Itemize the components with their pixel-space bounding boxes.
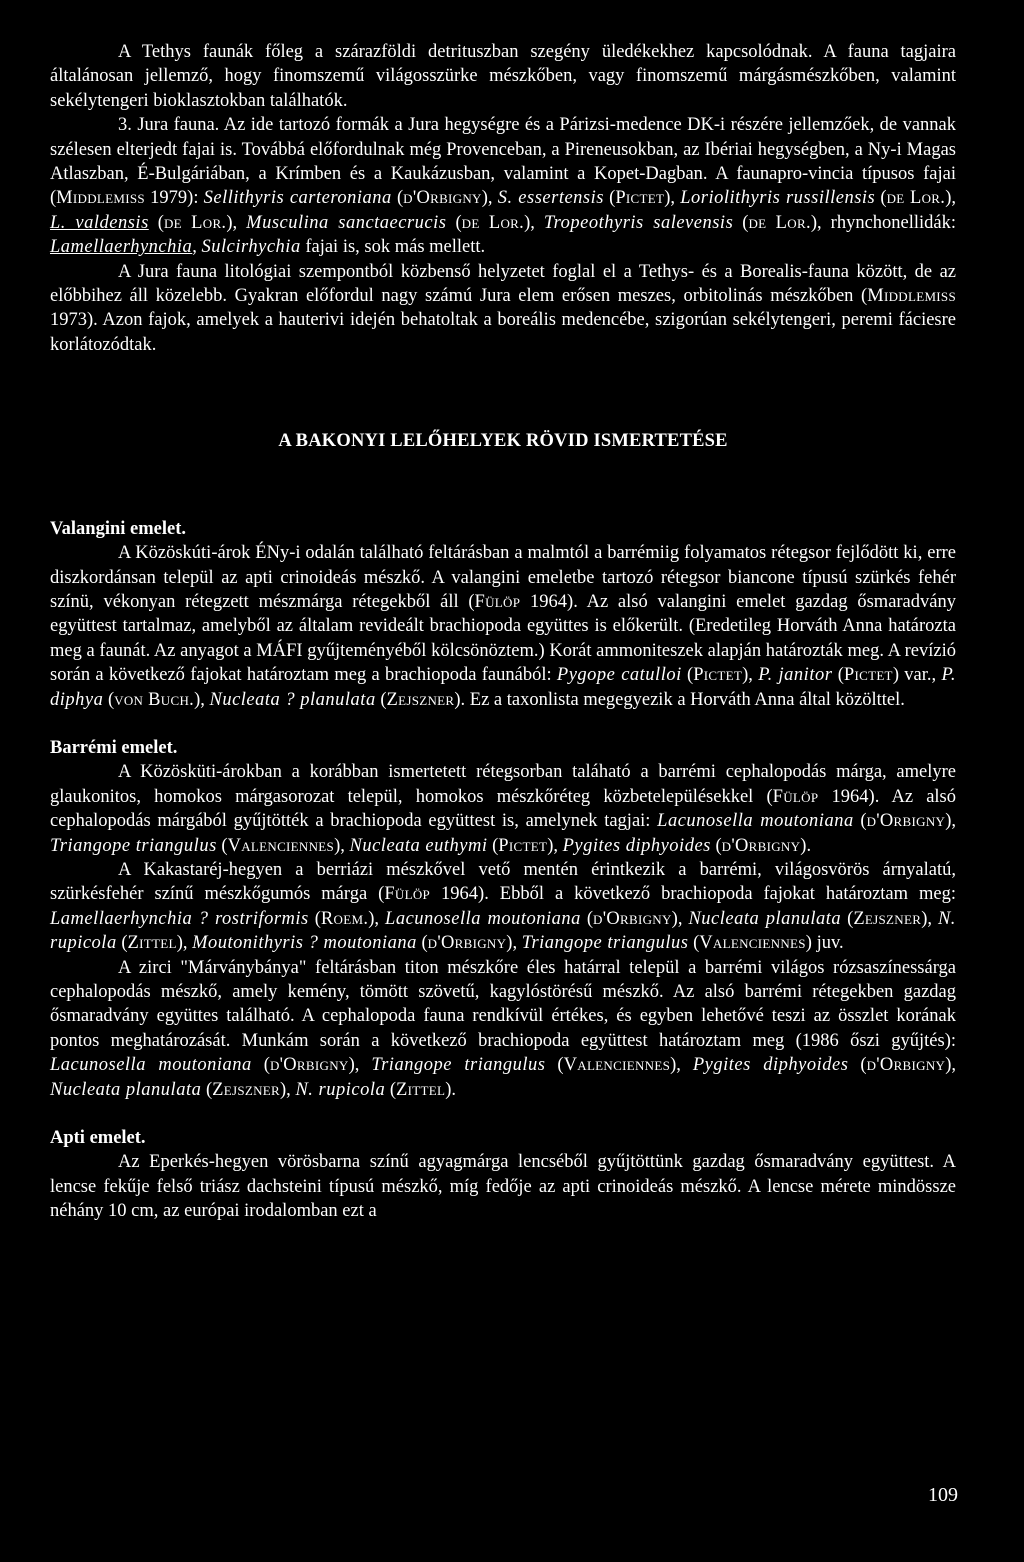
text-run: ( bbox=[385, 1079, 397, 1100]
author-roem: Roem. bbox=[320, 908, 369, 929]
text-run: , bbox=[192, 237, 202, 258]
paragraph-valangini bbox=[50, 541, 956, 712]
text-run: ), bbox=[671, 908, 689, 929]
text-run: ( bbox=[545, 1055, 564, 1076]
author-delor: de Lor. bbox=[886, 188, 946, 209]
author-orbigny: d'Orbigny bbox=[721, 835, 801, 856]
text-run: ( bbox=[416, 933, 428, 954]
species-name: Tropeothyris salevensis bbox=[543, 212, 734, 233]
text-run: A Jura fauna litológiai szempontból közbenső helyzetet foglal el a Tethys- és a Borealis-fauna között, de az előbbihez áll közelebb. Gyakran előfordul nagy számú Jura elem erősen meszes, orbitolinás mészkőben ( bbox=[50, 261, 956, 307]
author-fulop: Fülöp bbox=[384, 884, 431, 905]
text-run: Lamellaerhynchia bbox=[50, 237, 193, 258]
text-run: ( bbox=[603, 188, 616, 209]
section-title: A BAKONYI LELŐHELYEK RÖVID ISMERTETÉSE bbox=[278, 431, 728, 452]
text-run: ( bbox=[201, 1079, 213, 1100]
text-run: ), bbox=[506, 933, 522, 954]
author-middlemiss: Middlemiss bbox=[56, 188, 145, 209]
species-name: P. diphya bbox=[50, 665, 956, 710]
author-valenciennes: Valenciennes bbox=[563, 1055, 671, 1076]
text-run: A zirci "Márványbánya" feltárásban titon mészkőre éles határral települ a barrémi világos rózsaszínessárga cephalopodás mészkő, amely kemény, tömött szövetű, kagylóstörésű mészkő. Az alsó barrémi rétegekben gazdag ősmaradvány együttes található. A cephalopoda fauna rendkívül értékes, és egyben lehetővé teszi az összlet korának pontos meghatározását. Munkám során a következő brachiopoda együttest határoztam meg (1986 őszi gyűjtés): bbox=[50, 957, 956, 1051]
author-orbigny: d'Orbigny bbox=[269, 1055, 349, 1076]
author-delor: de Lor. bbox=[461, 212, 525, 233]
text-run: fajai is, sok más mellett. bbox=[300, 237, 486, 258]
author-zittel: Zittel bbox=[396, 1079, 446, 1100]
species-name: Triangope triangulus bbox=[50, 835, 217, 856]
text-run: ( bbox=[688, 933, 700, 954]
author-pictet: Pictet bbox=[693, 665, 743, 686]
text-run: A Közösküti-árokban a korábban ismertetett rétegsorban taláható a barrémi cephalopodás márga, amelyre glaukonitos, homokos márgasorozat települ, homokos mészkőréteg közbetelepülésekkel ( bbox=[50, 762, 956, 807]
text-run: ), bbox=[280, 1079, 296, 1100]
text-run: ), bbox=[348, 1055, 372, 1076]
author-delor: de Lor. bbox=[163, 212, 227, 233]
species-name: Nucleata ? planulata bbox=[209, 689, 376, 710]
text-run: ), rhynchonellidák: bbox=[810, 212, 957, 233]
text-run: ( bbox=[853, 811, 867, 832]
species-name: N. rupicola bbox=[295, 1079, 386, 1100]
text-run: ( bbox=[148, 212, 164, 233]
text-run: ( bbox=[103, 689, 115, 710]
text-run: ( bbox=[710, 835, 722, 856]
paragraph-apti bbox=[50, 1150, 956, 1223]
text-run: ( bbox=[487, 835, 499, 856]
text-run: ( bbox=[116, 933, 128, 954]
page-number: 109 bbox=[928, 1484, 958, 1506]
text-run: ( bbox=[308, 908, 321, 929]
text-run: ( bbox=[733, 212, 749, 233]
text-run: ( bbox=[841, 908, 854, 929]
text-run: A Tethys faunák főleg a szárazföldi detrituszban szegény üledékekhez kapcsolódnak. A fauna tagjaira általánosan jellemző, hogy finomszemű világosszürke mészkőben, vagy finomszemű márgásmészkőben, valamint sekélytengeri bioklasztokban találhatók. bbox=[50, 42, 956, 111]
species-name: N. rupicola bbox=[50, 908, 956, 954]
author-zejszner: Zejszner bbox=[212, 1079, 281, 1100]
text-run: 1979): bbox=[144, 188, 204, 209]
author-middlemiss: Middlemiss bbox=[867, 286, 956, 307]
paragraph-barremi-kozoskut bbox=[50, 760, 956, 858]
text-run: Az Eperkés-hegyen vörösbarna színű agyagmárga lencséből gyűjtöttünk gazdag ősmaradvány együttest. A lencse fekűje felső triász dachsteini típusú mészkő, míg fedője az apti crinoideás mészkő. A lencse mérete mindössze néhány 10 cm, az európai irodalomban ezt a bbox=[50, 1152, 956, 1222]
author-zittel: Zittel bbox=[127, 933, 177, 954]
text-run: A Közöskúti-árok ÉNy-i odalán található feltárásban a malmtól a barrémiig folyamatos rétegsor fejlődött ki, erre diszkordánsan települ az apti crinoideás mészkő. A valangini emeletbe tartozó rétegsor biancone típusú szürkés fehér színü, vékonyan rétegzett mészmárga rétegekből áll ( bbox=[50, 543, 956, 612]
species-name: S. essertensis bbox=[497, 188, 604, 209]
text-run: ) var., bbox=[892, 665, 942, 686]
genus-name: Sulcirhychia bbox=[201, 237, 301, 258]
text-run: ). bbox=[445, 1079, 457, 1100]
text-run: ), bbox=[945, 188, 957, 209]
author-pictet: Pictet bbox=[615, 188, 665, 209]
species-name: Nucleata planulata bbox=[688, 908, 842, 929]
text-run: ), bbox=[524, 212, 544, 233]
author-orbigny: d'Orbigny bbox=[866, 811, 946, 832]
species-name: Lacunosella moutoniana bbox=[385, 908, 581, 929]
author-pictet: Pictet bbox=[843, 665, 893, 686]
species-name: Lamellaerhynchia ? rostriformis bbox=[50, 908, 309, 929]
paragraph-jura-lithology bbox=[50, 260, 956, 358]
species-name: Pygope catulloi bbox=[556, 665, 682, 686]
text-run: ( bbox=[832, 665, 844, 686]
text-run: ), bbox=[547, 835, 563, 856]
text-run: ), bbox=[921, 908, 938, 929]
species-name bbox=[50, 213, 149, 233]
author-valenciennes: Valenciennes bbox=[699, 933, 806, 954]
species-name: P. janitor bbox=[758, 665, 833, 686]
author-orbigny: d'Orbigny bbox=[403, 188, 482, 209]
author-valenciennes: Valenciennes bbox=[227, 835, 335, 856]
author-zejszner: Zejszner bbox=[386, 689, 455, 710]
text-run: ), bbox=[481, 188, 498, 209]
author-zejszner: Zejszner bbox=[853, 908, 922, 929]
species-name: Moutonithyris ? moutoniana bbox=[192, 933, 417, 954]
text-run: ), bbox=[334, 835, 350, 856]
paragraph-barremi-zirc bbox=[50, 956, 956, 1102]
text-run: ( bbox=[391, 188, 404, 209]
species-name: Pygites diphyoides bbox=[562, 835, 711, 856]
text-run: L. valdensis bbox=[50, 212, 149, 233]
author-orbigny: d'Orbigny bbox=[866, 1055, 946, 1076]
species-name: Sellithyris carteroniana bbox=[203, 188, 392, 209]
text-run: ( bbox=[580, 908, 594, 929]
text-run: ). Ez a taxonlista megegyezik a Horváth Anna által közölttel. bbox=[454, 689, 905, 710]
text-run: ), bbox=[670, 1055, 693, 1076]
text-run: ), bbox=[945, 1055, 957, 1076]
text-run: A Kakastaréj-hegyen a berriázi mészkővel vető mentén érintkezik a barrémi, világosvörös árnyalatú, szürkésfehér színű mészkőgumós márga ( bbox=[50, 859, 956, 905]
species-name: Pygites diphyoides bbox=[692, 1055, 849, 1076]
text-run: ), bbox=[664, 188, 681, 209]
species-name: Loriolithyris russillensis bbox=[680, 188, 876, 209]
text-run: ( bbox=[446, 212, 462, 233]
text-run: ), bbox=[742, 665, 759, 686]
text-run: 1964). Az alsó valangini emelet gazdag ősmaradvány együttest tartalmaz, amelyből az általam revideált brachiopoda együttes is előkerült. (Eredetileg Horváth Anna határozta meg a faunát. Az anyagot a MÁFI gyűjteményéből kölcsönöztem.) Korát ammoniteszek alapján határozták meg. A revízió során a következő fajokat határoztam meg a brachiopoda faunából: bbox=[50, 591, 956, 686]
text-run: ) juv. bbox=[805, 933, 844, 954]
heading-barremi: Barrémi emelet. bbox=[50, 737, 178, 758]
author-delor: de Lor. bbox=[748, 212, 811, 233]
text-run: ( bbox=[251, 1055, 270, 1076]
author-pictet: Pictet bbox=[498, 835, 548, 856]
author-fulop: Fülöp bbox=[474, 591, 521, 612]
text-run: 1964). Az alsó cephalopodás márgából gyűjtötték a brachiopoda együttest is, amelynek tagjai: bbox=[50, 786, 956, 832]
author-orbigny: d'Orbigny bbox=[427, 933, 507, 954]
paragraph-barremi-kakastarej bbox=[50, 858, 956, 956]
species-name: Triangope triangulus bbox=[521, 933, 689, 954]
text-run: ), bbox=[945, 811, 956, 832]
text-run: ). bbox=[800, 835, 812, 856]
text-run: ( bbox=[681, 665, 694, 686]
author-orbigny: d'Orbigny bbox=[593, 908, 672, 929]
heading-apti: Apti emelet. bbox=[50, 1128, 146, 1149]
text-run: ( bbox=[848, 1055, 867, 1076]
text-run: ), bbox=[368, 908, 386, 929]
species-name: Lacunosella moutoniana bbox=[50, 1055, 252, 1076]
species-name: Nucleata euthymi bbox=[349, 835, 488, 856]
paragraph-tethys bbox=[50, 40, 956, 113]
species-name: Musculina sanctaecrucis bbox=[246, 212, 447, 233]
text-run: ( bbox=[216, 835, 228, 856]
genus-name bbox=[50, 237, 192, 257]
species-name: Nucleata planulata bbox=[50, 1079, 202, 1100]
author-vonbuch: von Buch. bbox=[114, 689, 195, 710]
text-run: ( bbox=[375, 689, 387, 710]
text-run: ), bbox=[226, 212, 247, 233]
text-run: 1973). Azon fajok, amelyek a hauterivi idején behatoltak a boreális medencébe, szigorúan sekélytengeri, peremi fáciesre korlátozódtak. bbox=[50, 310, 956, 355]
text-run: 1964). Ebből a következő brachiopoda fajokat határoztam meg: bbox=[430, 884, 956, 905]
paragraph-jura-fauna bbox=[50, 113, 956, 259]
text-run: ( bbox=[875, 188, 887, 209]
text-run: 3. Jura fauna. Az ide tartozó formák a Jura hegységre és a Párizsi-medence DK-i részére jellemzőek, de vannak szélesen elterjedt fajai is. Továbbá előfordulnak még Provenceban, a Pireneusokban, az Ibériai hegységben, a Ny-i Magas Atlaszban, É-Bulgáriában, a Krímben és a Kaukázusban, valamint a Kopet-Dagban. A faunapro-vincia típusos fajai ( bbox=[50, 115, 956, 209]
heading-valangini: Valangini emelet. bbox=[50, 518, 187, 539]
page-body bbox=[50, 40, 956, 1224]
species-name: Triangope triangulus bbox=[371, 1055, 546, 1076]
text-run: ), bbox=[176, 933, 193, 954]
species-name: Lacunosella moutoniana bbox=[657, 811, 854, 832]
text-run: ), bbox=[194, 689, 210, 710]
author-fulop: Fülöp bbox=[772, 786, 819, 807]
